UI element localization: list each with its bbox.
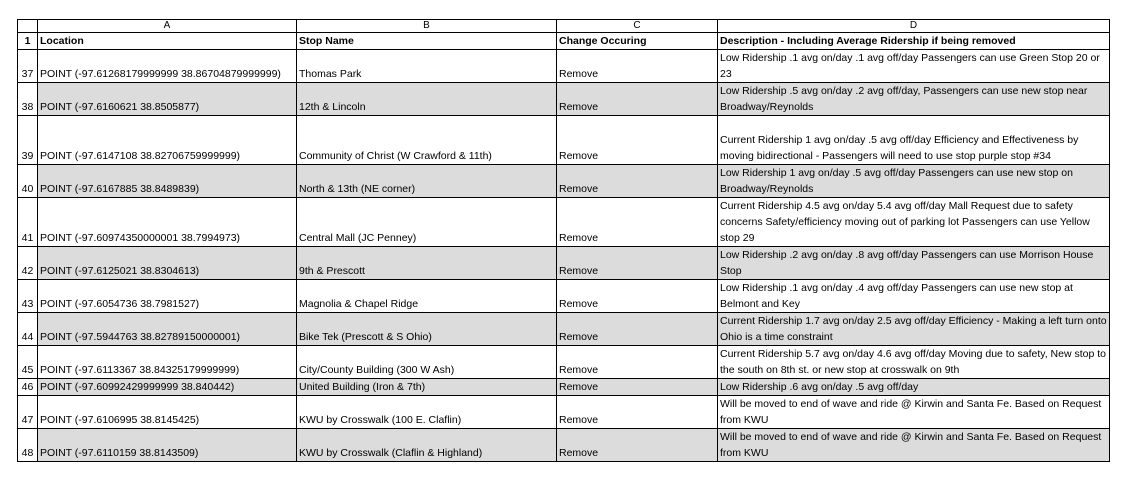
stop-name-cell[interactable]: Thomas Park <box>297 50 557 83</box>
description-cell[interactable]: Low Ridership .1 avg on/day .1 avg off/day Passengers can use Green Stop 20 or 23 <box>718 50 1110 83</box>
row-number[interactable]: 43 <box>18 280 38 313</box>
stop-name-cell[interactable]: 9th & Prescott <box>297 247 557 280</box>
description-cell[interactable]: Low Ridership 1 avg on/day .5 avg off/day Passengers can use new stop on Broadway/Reynolds <box>718 165 1110 198</box>
location-cell[interactable]: POINT (-97.6167885 38.8489839) <box>38 165 297 198</box>
row-number[interactable]: 40 <box>18 165 38 198</box>
stop-name-cell[interactable]: KWU by Crosswalk (Claflin & Highland) <box>297 429 557 462</box>
change-cell[interactable]: Remove <box>557 396 718 429</box>
description-cell[interactable]: Current Ridership 1 avg on/day .5 avg off/day Efficiency and Effectiveness by moving bidirectional - Passengers will need to use stop purple stop #34 <box>718 116 1110 165</box>
stop-name-cell[interactable]: Magnolia & Chapel Ridge <box>297 280 557 313</box>
spreadsheet-grid <box>17 19 1110 462</box>
row-number[interactable]: 47 <box>18 396 38 429</box>
change-cell[interactable]: Remove <box>557 116 718 165</box>
change-cell[interactable]: Remove <box>557 280 718 313</box>
header-cell-stop-name[interactable]: Stop Name <box>297 33 557 50</box>
row-number[interactable]: 41 <box>18 198 38 247</box>
stop-name-cell[interactable]: Central Mall (JC Penney) <box>297 198 557 247</box>
location-cell[interactable]: POINT (-97.60992429999999 38.840442) <box>38 379 297 396</box>
row-number[interactable]: 38 <box>18 83 38 116</box>
change-cell[interactable]: Remove <box>557 313 718 346</box>
stop-name-cell[interactable]: 12th & Lincoln <box>297 83 557 116</box>
location-cell[interactable]: POINT (-97.6110159 38.8143509) <box>38 429 297 462</box>
change-cell[interactable]: Remove <box>557 346 718 379</box>
row-number[interactable]: 37 <box>18 50 38 83</box>
column-header-d[interactable]: D <box>718 20 1110 33</box>
location-cell[interactable]: POINT (-97.6054736 38.7981527) <box>38 280 297 313</box>
description-cell[interactable]: Low Ridership .6 avg on/day .5 avg off/day <box>718 379 1110 396</box>
change-cell[interactable]: Remove <box>557 247 718 280</box>
table-row <box>18 165 1110 198</box>
description-cell[interactable]: Low Ridership .5 avg on/day .2 avg off/day, Passengers can use new stop near Broadway/Reynolds <box>718 83 1110 116</box>
description-cell[interactable]: Current Ridership 1.7 avg on/day 2.5 avg off/day Efficiency - Making a left turn onto Ohio is a time constraint <box>718 313 1110 346</box>
location-cell[interactable]: POINT (-97.6113367 38.84325179999999) <box>38 346 297 379</box>
row-number[interactable]: 39 <box>18 116 38 165</box>
description-cell[interactable]: Current Ridership 5.7 avg on/day 4.6 avg off/day Moving due to safety, New stop to the south on 8th st. or new stop at crosswalk on 9th <box>718 346 1110 379</box>
change-cell[interactable]: Remove <box>557 429 718 462</box>
location-cell[interactable]: POINT (-97.6106995 38.8145425) <box>38 396 297 429</box>
location-cell[interactable]: POINT (-97.6125021 38.8304613) <box>38 247 297 280</box>
stop-name-cell[interactable]: Bike Tek (Prescott & S Ohio) <box>297 313 557 346</box>
row-number[interactable]: 46 <box>18 379 38 396</box>
row-number[interactable]: 44 <box>18 313 38 346</box>
change-cell[interactable]: Remove <box>557 165 718 198</box>
row-number[interactable]: 42 <box>18 247 38 280</box>
change-cell[interactable]: Remove <box>557 50 718 83</box>
header-cell-change[interactable]: Change Occuring <box>557 33 718 50</box>
table-row <box>18 379 1110 396</box>
change-cell[interactable]: Remove <box>557 83 718 116</box>
location-cell[interactable]: POINT (-97.6147108 38.82706759999999) <box>38 116 297 165</box>
location-cell[interactable]: POINT (-97.60974350000001 38.7994973) <box>38 198 297 247</box>
table-row <box>18 83 1110 116</box>
change-cell[interactable]: Remove <box>557 379 718 396</box>
change-cell[interactable]: Remove <box>557 198 718 247</box>
description-cell[interactable]: Current Ridership 4.5 avg on/day 5.4 avg off/day Mall Request due to safety concerns Safety/efficiency moving out of parking lot Passengers can use Yellow stop 29 <box>718 198 1110 247</box>
location-cell[interactable]: POINT (-97.61268179999999 38.86704879999999) <box>38 50 297 83</box>
table-row <box>18 280 1110 313</box>
row-number[interactable]: 48 <box>18 429 38 462</box>
location-cell[interactable]: POINT (-97.5944763 38.82789150000001) <box>38 313 297 346</box>
description-cell[interactable]: Will be moved to end of wave and ride @ Kirwin and Santa Fe. Based on Request from KWU <box>718 396 1110 429</box>
select-all-corner[interactable] <box>18 20 38 33</box>
table-row <box>18 429 1110 462</box>
header-row <box>18 33 1110 50</box>
table-row <box>18 198 1110 247</box>
header-cell-description[interactable]: Description - Including Average Ridership if being removed <box>718 33 1110 50</box>
row-number[interactable]: 1 <box>18 33 38 50</box>
description-cell[interactable]: Low Ridership .2 avg on/day .8 avg off/day Passengers can use Morrison House Stop <box>718 247 1110 280</box>
stop-name-cell[interactable]: City/County Building (300 W Ash) <box>297 346 557 379</box>
stop-name-cell[interactable]: North & 13th (NE corner) <box>297 165 557 198</box>
stop-name-cell[interactable]: United Building (Iron & 7th) <box>297 379 557 396</box>
table-row <box>18 346 1110 379</box>
table-row <box>18 116 1110 165</box>
location-cell[interactable]: POINT (-97.6160621 38.8505877) <box>38 83 297 116</box>
description-cell[interactable]: Will be moved to end of wave and ride @ Kirwin and Santa Fe. Based on Request from KWU <box>718 429 1110 462</box>
stop-name-cell[interactable]: KWU by Crosswalk (100 E. Claflin) <box>297 396 557 429</box>
table-row <box>18 247 1110 280</box>
table-row <box>18 313 1110 346</box>
table-row <box>18 396 1110 429</box>
row-number[interactable]: 45 <box>18 346 38 379</box>
header-cell-location[interactable]: Location <box>38 33 297 50</box>
column-header-a[interactable]: A <box>38 20 297 33</box>
column-header-c[interactable]: C <box>557 20 718 33</box>
column-header-b[interactable]: B <box>297 20 557 33</box>
stop-name-cell[interactable]: Community of Christ (W Crawford & 11th) <box>297 116 557 165</box>
column-header-row <box>18 20 1110 33</box>
description-cell[interactable]: Low Ridership .1 avg on/day .4 avg off/day Passengers can use new stop at Belmont and Key <box>718 280 1110 313</box>
table-row <box>18 50 1110 83</box>
